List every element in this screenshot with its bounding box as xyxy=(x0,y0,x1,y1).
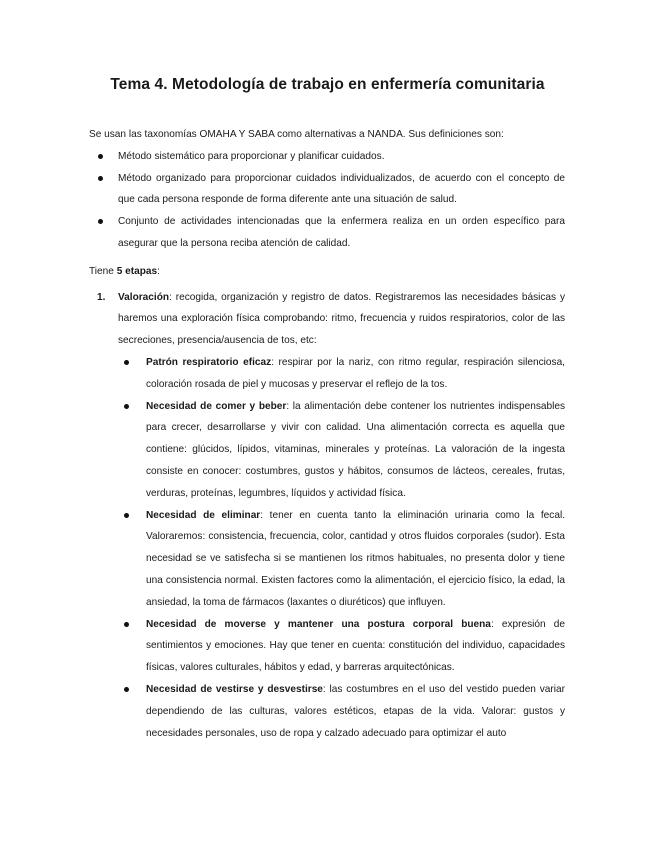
definitions-list xyxy=(89,146,565,255)
bullet-icon xyxy=(124,360,129,365)
need-text: : la alimentación debe contener los nutrientes indispensables para crecer, desarrollarse y vivir con calidad. Una alimentación correcta es aquella que contiene: glúcidos, lípidos, vitaminas, minerales y proteínas. La valoración de la ingesta consiste en conocer: costumbres, gustos y hábitos, consumos de lácteos, cereales, frutas, verduras, proteínas, legumbres, líquidos y actividad física. xyxy=(146,400,565,499)
stages-prefix: Tiene xyxy=(89,265,117,277)
bullet-icon xyxy=(98,176,103,181)
list-item xyxy=(118,614,565,679)
list-item xyxy=(118,505,565,614)
list-item xyxy=(89,168,565,212)
stages-suffix: : xyxy=(157,265,160,277)
list-item xyxy=(118,679,565,744)
need-label: Necesidad de comer y beber xyxy=(146,400,287,412)
bullet-icon xyxy=(98,154,103,159)
need-text: : las costumbres en el uso del vestido pueden variar dependiendo de las culturas, valores estéticos, etapas de la vida. Valorar: gustos y necesidades personales, uso de ropa y calzado adecuado para optimizar el auto xyxy=(146,683,565,739)
intro-paragraph: Se usan las taxonomías OMAHA Y SABA como alternativas a NANDA. Sus definiciones son: xyxy=(89,129,504,140)
bullet-icon xyxy=(124,404,129,409)
definition-text: Método organizado para proporcionar cuidados individualizados, de acuerdo con el concepto de que cada persona responde de forma diferente ante una situación de salud. xyxy=(118,172,565,206)
stages-intro xyxy=(89,261,565,283)
bullet-icon xyxy=(124,622,129,627)
list-item xyxy=(89,211,565,255)
need-label: Necesidad de vestirse y desvestirse xyxy=(146,683,323,695)
page-title: Tema 4. Metodología de trabajo en enfermería comunitaria xyxy=(110,76,545,93)
bullet-icon xyxy=(124,513,129,518)
list-item xyxy=(118,352,565,396)
definition-text: Método sistemático para proporcionar y planificar cuidados. xyxy=(118,150,385,162)
stage-text: : recogida, organización y registro de datos. Registraremos las necesidades básicas y haremos una exploración física comprobando: ritmo, frecuencia y ruidos respiratorios, color de las secreciones, presencia/ausencia de tos, etc: xyxy=(118,291,565,347)
need-text: : tener en cuenta tanto la eliminación urinaria como la fecal. Valoraremos: consistencia, frecuencia, color, cantidad y otros fluidos corporales (sudor). Esta necesidad se ve satisfecha si se mantienen los ritmos habituales, no presenta dolor y tiene una consistencia normal. Existen factores como la alimentación, el ejercicio físico, la edad, la ansiedad, la toma de fármacos (laxantes o diuréticos) que influyen. xyxy=(146,509,566,608)
stage-item xyxy=(89,287,565,745)
stage-label: Valoración xyxy=(118,291,170,303)
need-text: : respirar por la nariz, con ritmo regular, respiración silenciosa, coloración rosada de piel y mucosas y preservar el reflejo de la tos. xyxy=(146,356,565,390)
list-item xyxy=(118,396,565,505)
definition-text: Conjunto de actividades intencionadas que la enfermera realiza en un orden específico para asegurar que la persona reciba atención de calidad. xyxy=(118,216,565,249)
needs-list xyxy=(118,352,565,744)
stages-count: 5 etapas xyxy=(116,265,158,277)
document-body xyxy=(89,124,565,744)
need-label: Patrón respiratorio eficaz xyxy=(146,356,272,368)
bullet-icon xyxy=(98,219,103,224)
need-text: : expresión de sentimientos y emociones. Hay que tener en cuenta: constitución del individuo, capacidades físicas, valores culturales, hábitos y edad, y barreras arquitectónicas. xyxy=(146,618,565,674)
list-item xyxy=(89,146,565,168)
need-label: Necesidad de eliminar xyxy=(146,509,261,521)
bullet-icon xyxy=(124,687,129,692)
stage-number: 1. xyxy=(97,291,106,303)
need-label: Necesidad de moverse y mantener una postura corporal buena xyxy=(146,618,491,630)
stages-list xyxy=(89,287,565,745)
